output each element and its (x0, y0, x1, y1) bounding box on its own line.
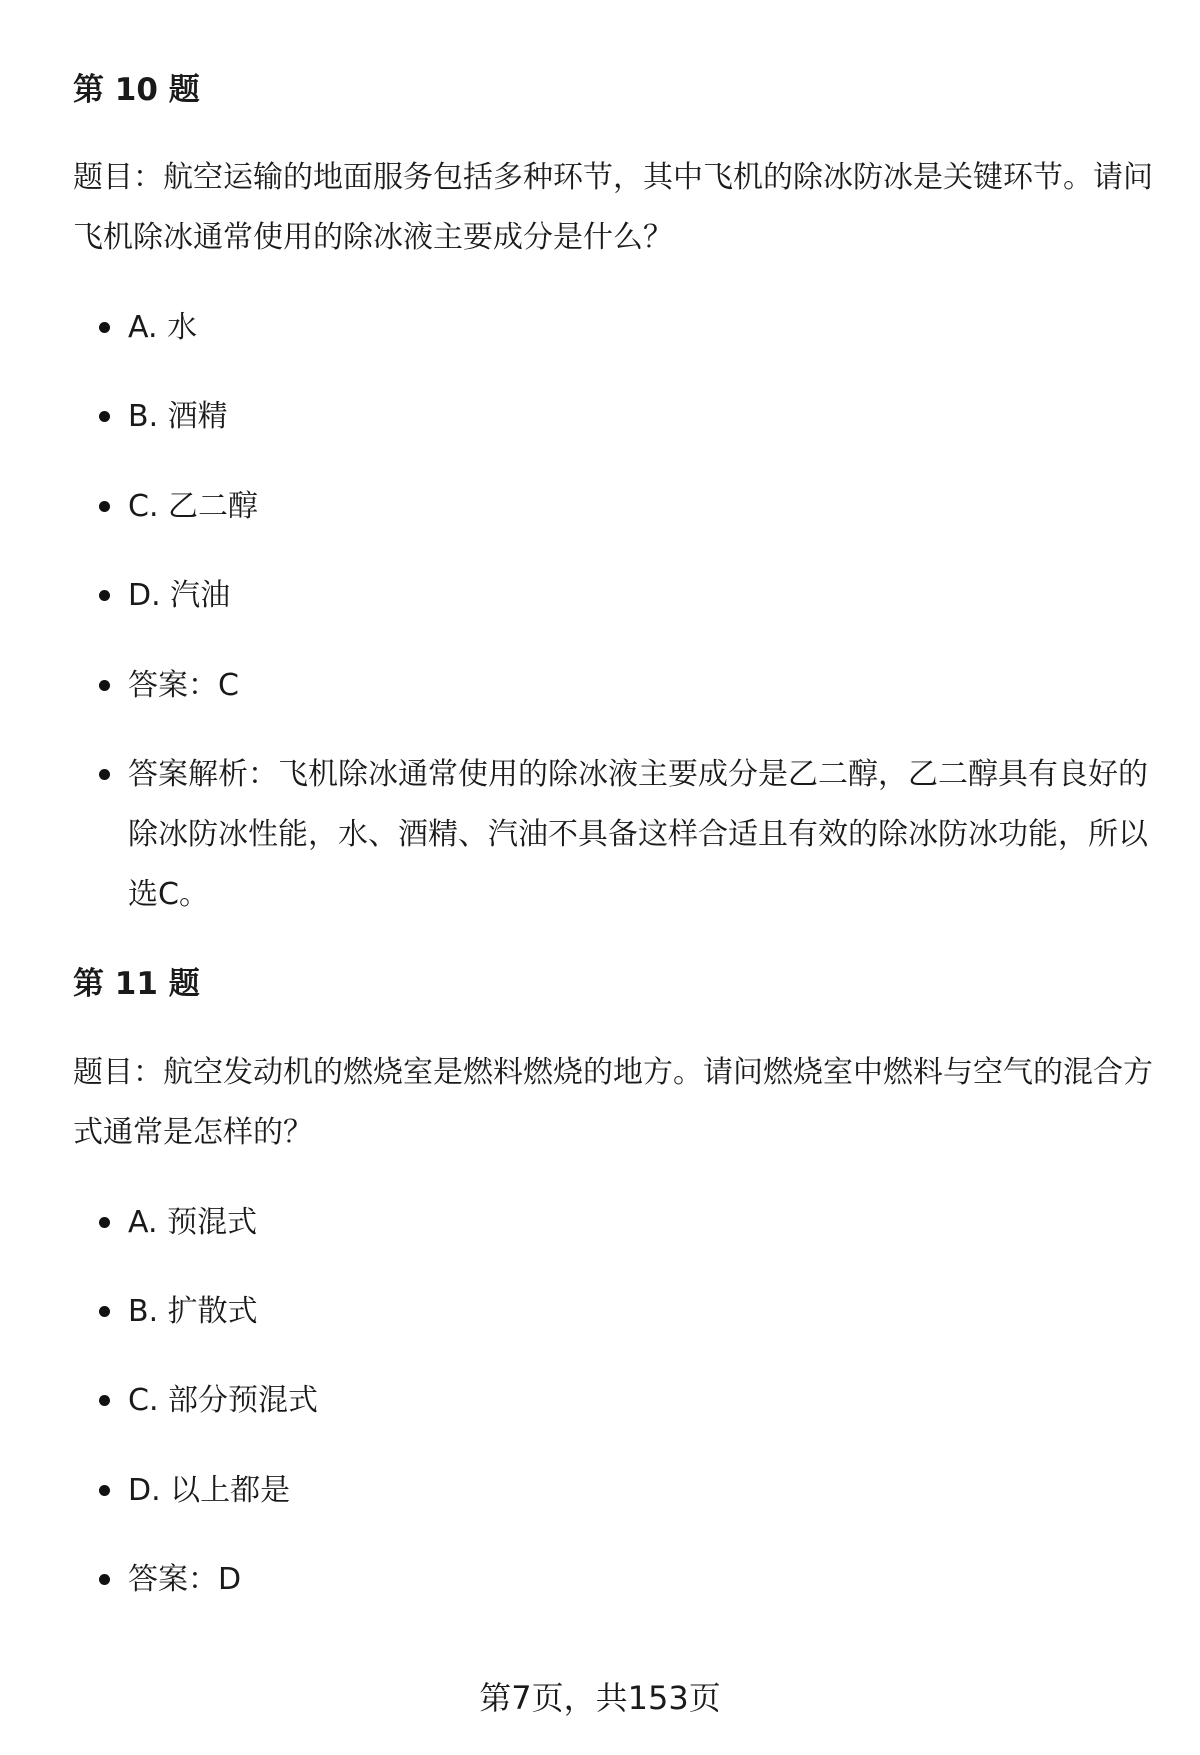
bullet-icon (99, 1395, 110, 1406)
question-11-option-b: B. 扩散式 (128, 1294, 258, 1329)
page-number: 第7页，共153页 (479, 1679, 721, 1717)
question-10-option-d: D. 汽油 (128, 578, 231, 613)
question-10-option-a: A. 水 (128, 310, 198, 345)
question-11-title: 第 11 题 (73, 966, 200, 1002)
bullet-icon (99, 1306, 110, 1317)
question-10-answer: 答案：C (128, 668, 239, 703)
bullet-icon (99, 1485, 110, 1496)
bullet-icon (99, 322, 110, 333)
bullet-icon (99, 680, 110, 691)
question-10-title: 第 10 题 (73, 72, 200, 108)
question-11-option-c: C. 部分预混式 (128, 1383, 319, 1418)
question-10-option-c: C. 乙二醇 (128, 489, 259, 524)
bullet-icon (99, 769, 110, 780)
bullet-icon (99, 1217, 110, 1228)
bullet-icon (99, 501, 110, 512)
question-10-stem: 题目：航空运输的地面服务包括多种环节，其中飞机的除冰防冰是关键环节。请问飞机除冰通常使用的除冰液主要成分是什么？ (73, 160, 1153, 255)
question-10-explanation: 答案解析：飞机除冰通常使用的除冰液主要成分是乙二醇，乙二醇具有良好的除冰防冰性能，水、酒精、汽油不具备这样合适且有效的除冰防冰功能，所以选C。 (128, 757, 1148, 912)
question-10-option-b: B. 酒精 (128, 399, 228, 434)
bullet-icon (99, 590, 110, 601)
bullet-icon (99, 411, 110, 422)
question-11-stem: 题目：航空发动机的燃烧室是燃料燃烧的地方。请问燃烧室中燃料与空气的混合方式通常是怎样的？ (73, 1055, 1153, 1150)
question-11-option-a: A. 预混式 (128, 1205, 258, 1240)
bullet-icon (99, 1574, 110, 1585)
question-11-answer: 答案：D (128, 1562, 242, 1597)
question-11-option-d: D. 以上都是 (128, 1473, 291, 1508)
